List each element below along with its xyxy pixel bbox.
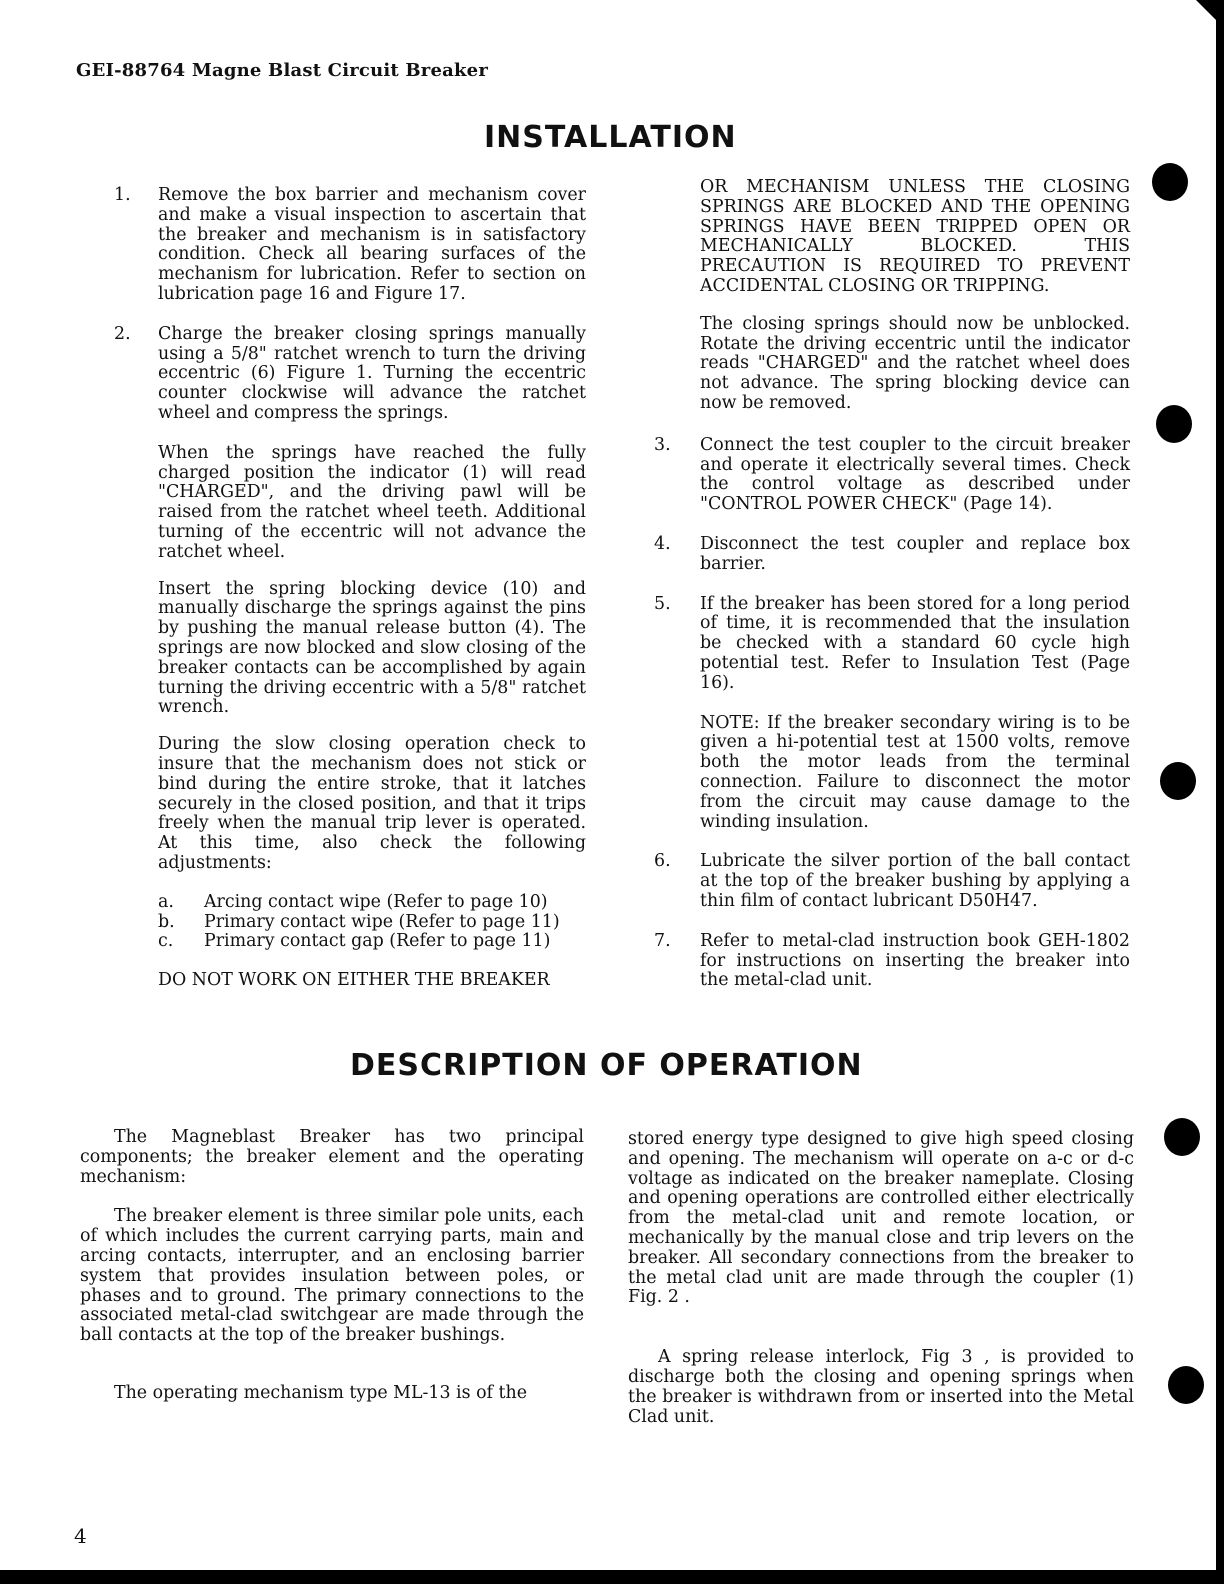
item-number: 1. <box>114 185 131 205</box>
item-text: If the breaker has been stored for a long period of time, it is recommended that the insulation be checked with a standard 60 cycle high potential test. Refer to Insulation Test (Page 16). <box>700 593 1130 693</box>
note-text: NOTE: If the breaker secondary wiring is to be given a hi-potential test at 1500 volts, remove both the motor leads from the terminal connection. Failure to disconnect the motor from the circuit may cause damage to the winding insulation. <box>700 712 1130 832</box>
item-text: Primary contact wipe (Refer to page 11) <box>204 911 560 932</box>
description-title: DESCRIPTION OF OPERATION <box>350 1048 863 1083</box>
paragraph: A spring release interlock, Fig 3 , is provided to discharge both the closing and opening springs when the breaker is withdrawn from or inserted into the Metal Clad unit. <box>628 1347 1134 1427</box>
item-number: 5. <box>654 593 671 614</box>
page-number: 4 <box>74 1524 87 1548</box>
item-text: Primary contact gap (Refer to page 11) <box>204 931 551 952</box>
item-number: 6. <box>654 851 671 872</box>
item-letter: a. <box>158 891 174 912</box>
item-text: Remove the box barrier and mechanism cover and make a visual inspection to ascertain that the breaker and mechanism is in satisfactory condition. Check all bearing surfaces of the mechanism for lubrication. Refer to section on lubrication page 16 and Figure 17. <box>158 185 586 304</box>
paragraph: During the slow closing operation check to insure that the mechanism does not stick or bind during the entire stroke, that it latches securely in the closed position, and that it trips freely when the manual trip lever is operated. At this time, also check the following adjustments: <box>158 734 586 873</box>
caution-text: OR MECHANISM UNLESS THE CLOSING SPRINGS ARE BLOCKED AND THE OPENING SPRINGS HAVE BEEN TRIPPED OPEN OR MECHANICALLY BLOCKED. THIS PRECAUTION IS REQUIRED TO PREVENT ACCIDENTAL CLOSING OR TRIPPING. <box>700 177 1130 296</box>
note-block <box>654 714 1130 833</box>
paragraph: The operating mechanism type ML-13 is of the <box>114 1382 527 1403</box>
caution-start: DO NOT WORK ON EITHER THE BREAKER <box>158 970 550 991</box>
list-item <box>158 932 586 952</box>
item-text: Charge the breaker closing springs manually using a 5/8" ratchet wrench to turn the driving eccentric (6) Figure 1. Turning the eccentric counter clockwise will advance the ratchet wheel and compress the springs. <box>158 323 586 423</box>
paragraph: Insert the spring blocking device (10) and manually discharge the springs against the pins by pushing the manual release button (4). The springs are now blocked and slow closing of the breaker contacts can be accomplished by again turning the driving eccentric with a 5/8" ratchet wrench. <box>158 578 586 718</box>
list-item <box>114 186 586 305</box>
binder-hole <box>1164 1118 1200 1156</box>
item-text: Refer to metal-clad instruction book GEH-1802 for instructions on inserting the breaker into the metal-clad unit. <box>700 930 1130 991</box>
list-item <box>158 913 586 933</box>
paragraph: stored energy type designed to give high speed closing and opening. The mechanism will operate on a-c or d-c voltage as indicated on the breaker nameplate. Closing and opening operations are controlled either electrically from the metal-clad unit and remote location, or mechanically by the manual close and trip levers on the breaker. All secondary connections from the breaker to the metal clad unit are made through the coupler (1) Fig. 2 . <box>628 1129 1134 1308</box>
list-item <box>654 932 1130 991</box>
item-text: Disconnect the test coupler and replace box barrier. <box>700 533 1130 574</box>
item-number: 7. <box>654 930 671 951</box>
scan-corner <box>1196 0 1224 28</box>
list-item <box>114 325 586 424</box>
installation-left-column <box>114 186 586 991</box>
paragraph: The breaker element is three similar pole units, each of which includes the current carrying parts, main and arcing contacts, interrupter, and an enclosing barrier system that provides insulation between poles, or phases and to ground. The primary connections to the associated metal-clad switchgear are made through the ball contacts at the top of the breaker bushings. <box>80 1206 584 1346</box>
list-item <box>654 535 1130 575</box>
item-continuation <box>114 444 586 991</box>
item-letter: b. <box>158 911 175 932</box>
installation-title: INSTALLATION <box>484 120 737 155</box>
item-continuation <box>654 178 1130 414</box>
binder-hole <box>1160 762 1196 800</box>
paragraph: When the springs have reached the fully charged position the indicator (1) will read "CHARGED", and the driving pawl will be raised from the ratchet wheel teeth. Additional turning of the eccentric will not advance the ratchet wheel. <box>158 442 586 562</box>
binder-hole <box>1156 405 1192 443</box>
item-text: Arcing contact wipe (Refer to page 10) <box>204 891 548 912</box>
document-header: GEI-88764 Magne Blast Circuit Breaker <box>76 60 489 81</box>
installation-right-column <box>654 178 1130 991</box>
item-text: Connect the test coupler to the circuit breaker and operate it electrically several times. Check the control voltage as described under "CONTROL POWER CHECK" (Page 14). <box>700 434 1130 515</box>
binder-hole <box>1168 1366 1204 1404</box>
paragraph: The Magneblast Breaker has two principal components; the breaker element and the operating mechanism: <box>80 1127 584 1187</box>
adjustment-list <box>158 893 586 952</box>
description-right-column <box>628 1130 1134 1427</box>
paragraph: The closing springs should now be unblocked. Rotate the driving eccentric until the indicator reads "CHARGED" and the ratchet wheel does not advance. The spring blocking device can now be removed. <box>700 313 1130 413</box>
scan-edge-bottom <box>0 1570 1224 1584</box>
item-text: Lubricate the silver portion of the ball contact at the top of the breaker bushing by applying a thin film of contact lubricant D50H47. <box>700 851 1130 911</box>
list-item <box>654 595 1130 694</box>
scan-edge-right <box>1216 0 1224 1584</box>
item-number: 3. <box>654 434 671 455</box>
binder-hole <box>1152 163 1188 201</box>
list-item <box>654 436 1130 515</box>
list-item <box>654 852 1130 911</box>
item-number: 2. <box>114 323 131 344</box>
item-number: 4. <box>654 533 671 554</box>
list-item <box>158 893 586 913</box>
item-letter: c. <box>158 931 174 952</box>
description-left-column <box>80 1128 584 1404</box>
